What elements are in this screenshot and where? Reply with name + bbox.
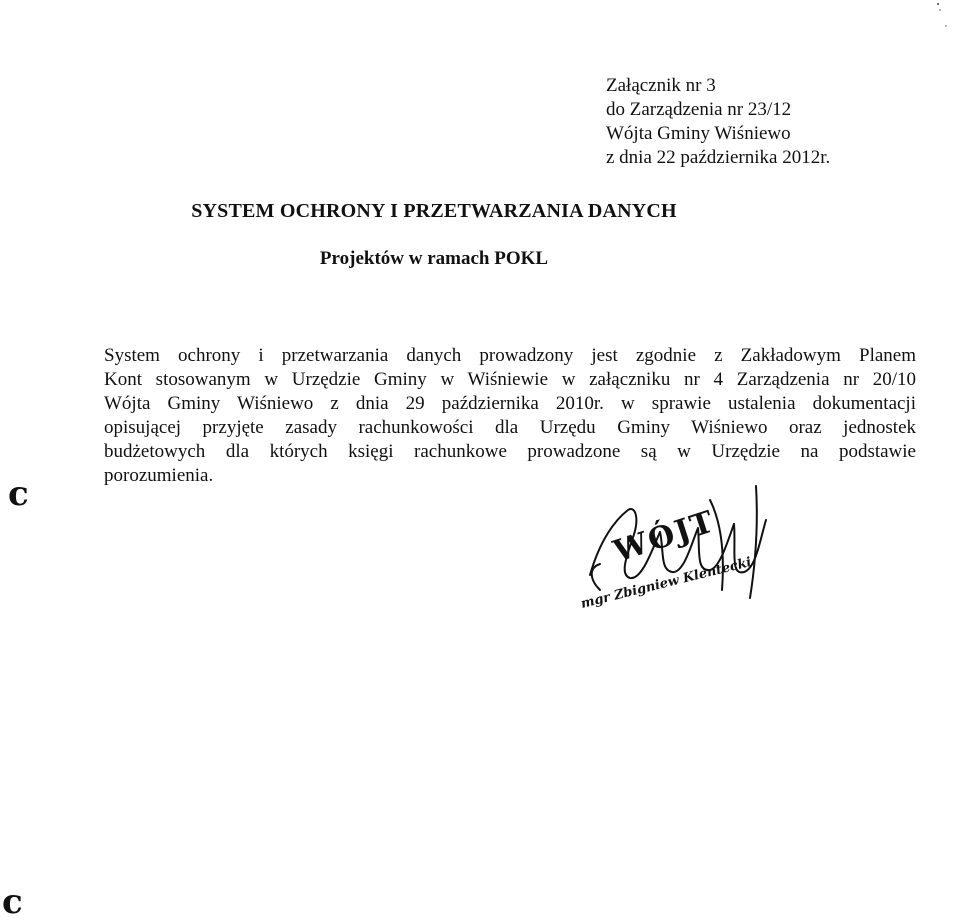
body-paragraph [104, 344, 916, 488]
svg-text:WÓJT: WÓJT [609, 504, 720, 570]
body-line: opisującej przyjęte zasady rachunkowości dla Urzędu Gminy Wiśniewo oraz jednostek [104, 417, 916, 438]
body-line: System ochrony i przetwarzania danych prowadzony jest zgodnie z Zakładowym Planem [104, 345, 916, 366]
document-title: SYSTEM OCHRONY I PRZETWARZANIA DANYCH [191, 200, 677, 222]
annex-date: z dnia 22 października 2012r. [606, 147, 831, 168]
body-line: porozumienia. [104, 465, 214, 486]
annex-header [606, 74, 830, 170]
signature-stamp [560, 480, 800, 620]
annex-issuer: Wójta Gminy Wiśniewo [606, 123, 791, 144]
body-line: Kont stosowanym w Urzędzie Gminy w Wiśniewie w załączniku nr 4 Zarządzenia nr 20/10 [104, 369, 916, 390]
annex-number: Załącznik nr 3 [606, 75, 716, 96]
annex-regulation: do Zarządzenia nr 23/12 [606, 99, 792, 120]
document-subtitle: Projektów w ramach POKL [319, 248, 549, 269]
body-line: Wójta Gminy Wiśniewo z dnia 29 października 2010r. w sprawie ustalenia dokumentacji [104, 393, 916, 414]
scan-mark-bottom: c [2, 882, 23, 922]
stamp-name [579, 555, 753, 612]
scan-noise-dots [932, 0, 952, 40]
body-line: budżetowych dla których księgi rachunkowe prowadzone są w Urzędzie na podstawie [104, 441, 916, 462]
scan-mark-left: c [8, 474, 29, 514]
svg-text:mgr Zbigniew Klentecki: mgr Zbigniew Klentecki [579, 554, 754, 612]
